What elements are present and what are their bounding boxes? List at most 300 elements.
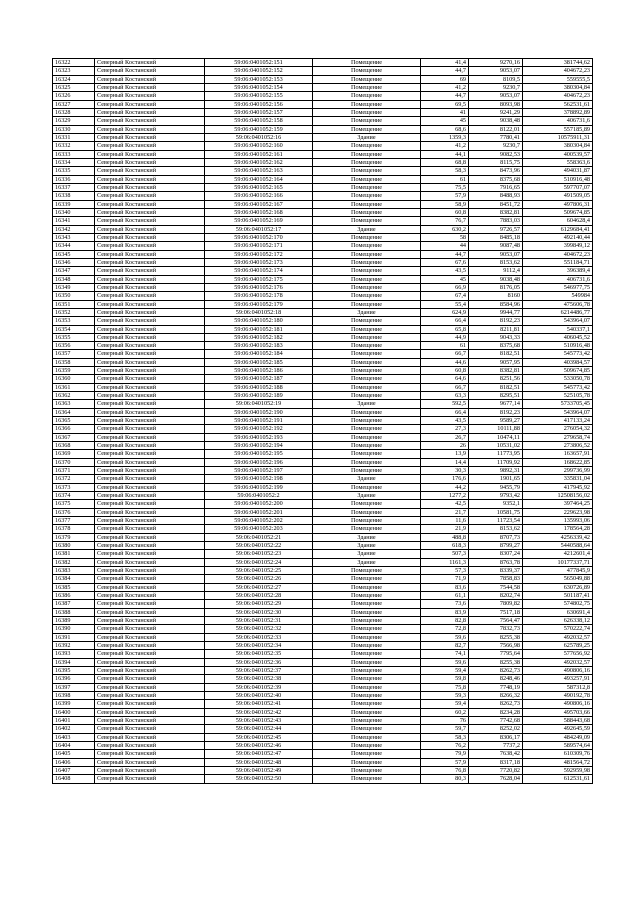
table-row [53, 500, 593, 508]
district-cell: Северный Костанский [95, 392, 205, 400]
cadastral-number-cell: 59:06:0401052:153 [205, 75, 313, 83]
cadastral-number-cell: 59:06:0401052:166 [205, 192, 313, 200]
table-row [53, 400, 593, 408]
area-cell: 45 [421, 117, 469, 125]
cadastral-value-cell: 565049,88 [523, 575, 593, 583]
area-cell: 76,7 [421, 217, 469, 225]
object-type-cell: Помещение [313, 733, 421, 741]
cadastral-value-cell: 10177337,71 [523, 558, 593, 566]
record-number-cell: 16371 [53, 467, 95, 475]
area-cell: 44,7 [421, 250, 469, 258]
object-type-cell: Помещение [313, 525, 421, 533]
district-cell: Северный Костанский [95, 375, 205, 383]
record-number-cell: 16363 [53, 400, 95, 408]
cadastral-value-cell: 397464,25 [523, 500, 593, 508]
table-row [53, 300, 593, 308]
cadastral-number-cell: 59:06:0401052:36 [205, 658, 313, 666]
unit-value-cell: 9677,14 [469, 400, 523, 408]
record-number-cell: 16355 [53, 333, 95, 341]
cadastral-number-cell: 59:06:0401052:184 [205, 350, 313, 358]
record-number-cell: 16406 [53, 758, 95, 766]
cadastral-value-cell: 404672,23 [523, 250, 593, 258]
table-row [53, 208, 593, 216]
table-row [53, 125, 593, 133]
table-row [53, 408, 593, 416]
record-number-cell: 16386 [53, 592, 95, 600]
table-row [53, 558, 593, 566]
object-type-cell: Здание [313, 558, 421, 566]
district-cell: Северный Костанский [95, 125, 205, 133]
table-row [53, 616, 593, 624]
cadastral-value-cell: 493257,91 [523, 675, 593, 683]
table-row [53, 733, 593, 741]
cadastral-value-cell: 335831,04 [523, 475, 593, 483]
cadastral-number-cell: 59:06:0401052:163 [205, 167, 313, 175]
district-cell: Северный Костанский [95, 550, 205, 558]
area-cell: 69,5 [421, 100, 469, 108]
object-type-cell: Здание [313, 542, 421, 550]
cadastral-value-cell: 525105,78 [523, 392, 593, 400]
cadastral-value-cell: 604628,4 [523, 217, 593, 225]
object-type-cell: Помещение [313, 350, 421, 358]
area-cell: 30,3 [421, 467, 469, 475]
area-cell: 61 [421, 175, 469, 183]
district-cell: Северный Костанский [95, 741, 205, 749]
area-cell: 1161,3 [421, 558, 469, 566]
record-number-cell: 16364 [53, 408, 95, 416]
district-cell: Северный Костанский [95, 300, 205, 308]
registry-table [52, 58, 593, 784]
area-cell: 507,3 [421, 550, 469, 558]
district-cell: Северный Костанский [95, 542, 205, 550]
cadastral-number-cell: 59:06:0401052:23 [205, 550, 313, 558]
area-cell: 58,9 [421, 200, 469, 208]
cadastral-number-cell: 59:06:0401052:174 [205, 267, 313, 275]
object-type-cell: Помещение [313, 650, 421, 658]
district-cell: Северный Костанский [95, 417, 205, 425]
unit-value-cell: 8255,38 [469, 633, 523, 641]
record-number-cell: 16397 [53, 683, 95, 691]
area-cell: 68,8 [421, 158, 469, 166]
area-cell: 58 [421, 233, 469, 241]
district-cell: Северный Костанский [95, 475, 205, 483]
unit-value-cell: 10531,02 [469, 442, 523, 450]
cadastral-value-cell: 509674,85 [523, 208, 593, 216]
record-number-cell: 16350 [53, 292, 95, 300]
record-number-cell: 16348 [53, 275, 95, 283]
area-cell: 61 [421, 342, 469, 350]
object-type-cell: Помещение [313, 250, 421, 258]
unit-value-cell: 9944,77 [469, 308, 523, 316]
record-number-cell: 16384 [53, 575, 95, 583]
area-cell: 76,8 [421, 766, 469, 774]
district-cell: Северный Костанский [95, 592, 205, 600]
district-cell: Северный Костанский [95, 750, 205, 758]
district-cell: Северный Костанский [95, 217, 205, 225]
table-row [53, 567, 593, 575]
table-row [53, 517, 593, 525]
district-cell: Северный Костанский [95, 142, 205, 150]
unit-value-cell: 11709,92 [469, 458, 523, 466]
object-type-cell: Помещение [313, 758, 421, 766]
record-number-cell: 16378 [53, 525, 95, 533]
cadastral-number-cell: 59:06:0401052:155 [205, 92, 313, 100]
unit-value-cell: 8262,73 [469, 666, 523, 674]
table-row [53, 750, 593, 758]
cadastral-number-cell: 59:06:0401052:31 [205, 616, 313, 624]
unit-value-cell: 10581,75 [469, 508, 523, 516]
table-row [53, 575, 593, 583]
unit-value-cell: 7883,03 [469, 217, 523, 225]
cadastral-number-cell: 59:06:0401052:37 [205, 666, 313, 674]
unit-value-cell: 8266,32 [469, 691, 523, 699]
record-number-cell: 16388 [53, 608, 95, 616]
cadastral-value-cell: 396389,4 [523, 267, 593, 275]
table-row [53, 508, 593, 516]
district-cell: Северный Костанский [95, 775, 205, 783]
area-cell: 624,9 [421, 308, 469, 316]
record-number-cell: 16340 [53, 208, 95, 216]
table-row [53, 83, 593, 91]
object-type-cell: Помещение [313, 200, 421, 208]
record-number-cell: 16407 [53, 766, 95, 774]
district-cell: Северный Костанский [95, 517, 205, 525]
cadastral-value-cell: 381744,62 [523, 59, 593, 67]
cadastral-value-cell: 592959,98 [523, 766, 593, 774]
cadastral-number-cell: 59:06:0401052:44 [205, 725, 313, 733]
district-cell: Северный Костанский [95, 342, 205, 350]
cadastral-value-cell: 492032,57 [523, 658, 593, 666]
unit-value-cell: 9892,31 [469, 467, 523, 475]
cadastral-value-cell: 276054,32 [523, 425, 593, 433]
area-cell: 59,7 [421, 725, 469, 733]
object-type-cell: Помещение [313, 92, 421, 100]
district-cell: Северный Костанский [95, 175, 205, 183]
table-row [53, 741, 593, 749]
cadastral-value-cell: 380304,84 [523, 83, 593, 91]
cadastral-number-cell: 59:06:0401052:170 [205, 233, 313, 241]
district-cell: Северный Костанский [95, 583, 205, 591]
cadastral-number-cell: 59:06:0401052:42 [205, 708, 313, 716]
cadastral-value-cell: 494031,87 [523, 167, 593, 175]
unit-value-cell: 9455,79 [469, 483, 523, 491]
cadastral-number-cell: 59:06:0401052:38 [205, 675, 313, 683]
cadastral-number-cell: 59:06:0401052:180 [205, 317, 313, 325]
object-type-cell: Помещение [313, 317, 421, 325]
cadastral-number-cell: 59:06:0401052:198 [205, 475, 313, 483]
record-number-cell: 16323 [53, 67, 95, 75]
unit-value-cell: 9793,42 [469, 492, 523, 500]
district-cell: Северный Костанский [95, 325, 205, 333]
district-cell: Северный Костанский [95, 450, 205, 458]
object-type-cell: Помещение [313, 675, 421, 683]
table-row [53, 183, 593, 191]
unit-value-cell: 8799,27 [469, 542, 523, 550]
district-cell: Северный Костанский [95, 400, 205, 408]
record-number-cell: 16370 [53, 458, 95, 466]
record-number-cell: 16392 [53, 641, 95, 649]
area-cell: 45 [421, 275, 469, 283]
district-cell: Северный Костанский [95, 242, 205, 250]
district-cell: Северный Костанский [95, 75, 205, 83]
cadastral-value-cell: 543964,07 [523, 408, 593, 416]
cadastral-number-cell: 59:06:0401052:50 [205, 775, 313, 783]
table-row [53, 766, 593, 774]
record-number-cell: 16373 [53, 483, 95, 491]
area-cell: 67,6 [421, 258, 469, 266]
object-type-cell: Помещение [313, 267, 421, 275]
cadastral-value-cell: 168622,85 [523, 458, 593, 466]
object-type-cell: Помещение [313, 217, 421, 225]
district-cell: Северный Костанский [95, 525, 205, 533]
area-cell: 83,6 [421, 583, 469, 591]
unit-value-cell: 7566,98 [469, 641, 523, 649]
cadastral-number-cell: 59:06:0401052:159 [205, 125, 313, 133]
object-type-cell: Здание [313, 400, 421, 408]
cadastral-number-cell: 59:06:0401052:164 [205, 175, 313, 183]
cadastral-number-cell: 59:06:0401052:185 [205, 358, 313, 366]
object-type-cell: Помещение [313, 325, 421, 333]
district-cell: Северный Костанский [95, 150, 205, 158]
cadastral-value-cell: 562531,61 [523, 100, 593, 108]
table-row [53, 217, 593, 225]
table-row [53, 542, 593, 550]
cadastral-number-cell: 59:06:0401052:16 [205, 133, 313, 141]
cadastral-number-cell: 59:06:0401052:162 [205, 158, 313, 166]
unit-value-cell: 8473,96 [469, 167, 523, 175]
object-type-cell: Помещение [313, 583, 421, 591]
unit-value-cell: 7564,47 [469, 616, 523, 624]
object-type-cell: Помещение [313, 450, 421, 458]
cadastral-value-cell: 545773,42 [523, 350, 593, 358]
district-cell: Северный Костанский [95, 666, 205, 674]
area-cell: 60,8 [421, 208, 469, 216]
table-row [53, 267, 593, 275]
object-type-cell: Помещение [313, 608, 421, 616]
cadastral-value-cell: 577656,92 [523, 650, 593, 658]
cadastral-number-cell: 59:06:0401052:158 [205, 117, 313, 125]
record-number-cell: 16335 [53, 167, 95, 175]
unit-value-cell: 9043,33 [469, 333, 523, 341]
unit-value-cell: 8255,38 [469, 658, 523, 666]
table-row [53, 250, 593, 258]
object-type-cell: Помещение [313, 442, 421, 450]
table-row [53, 758, 593, 766]
district-cell: Северный Костанский [95, 358, 205, 366]
cadastral-number-cell: 59:06:0401052:165 [205, 183, 313, 191]
cadastral-number-cell: 59:06:0401052:176 [205, 283, 313, 291]
record-number-cell: 16337 [53, 183, 95, 191]
district-cell: Северный Костанский [95, 650, 205, 658]
table-row [53, 716, 593, 724]
area-cell: 42,5 [421, 500, 469, 508]
table-row [53, 675, 593, 683]
object-type-cell: Помещение [313, 567, 421, 575]
table-row [53, 283, 593, 291]
unit-value-cell: 8763,78 [469, 558, 523, 566]
object-type-cell: Здание [313, 225, 421, 233]
table-row [53, 775, 593, 783]
table-row [53, 683, 593, 691]
record-number-cell: 16401 [53, 716, 95, 724]
table-row [53, 158, 593, 166]
object-type-cell: Помещение [313, 725, 421, 733]
object-type-cell: Помещение [313, 708, 421, 716]
table-row [53, 317, 593, 325]
area-cell: 630,2 [421, 225, 469, 233]
record-number-cell: 16357 [53, 350, 95, 358]
table-row [53, 467, 593, 475]
object-type-cell: Помещение [313, 117, 421, 125]
table-row [53, 308, 593, 316]
record-number-cell: 16358 [53, 358, 95, 366]
unit-value-cell: 7720,82 [469, 766, 523, 774]
unit-value-cell: 8251,56 [469, 375, 523, 383]
unit-value-cell: 10474,11 [469, 433, 523, 441]
record-number-cell: 16352 [53, 308, 95, 316]
object-type-cell: Помещение [313, 741, 421, 749]
district-cell: Северный Костанский [95, 200, 205, 208]
district-cell: Северный Костанский [95, 508, 205, 516]
record-number-cell: 16374 [53, 492, 95, 500]
district-cell: Северный Костанский [95, 608, 205, 616]
table-row [53, 650, 593, 658]
record-number-cell: 16331 [53, 133, 95, 141]
record-number-cell: 16398 [53, 691, 95, 699]
object-type-cell: Помещение [313, 142, 421, 150]
district-cell: Северный Костанский [95, 225, 205, 233]
district-cell: Северный Костанский [95, 283, 205, 291]
table-row [53, 350, 593, 358]
record-number-cell: 16408 [53, 775, 95, 783]
area-cell: 68,6 [421, 125, 469, 133]
unit-value-cell: 7780,41 [469, 133, 523, 141]
cadastral-value-cell: 484249,09 [523, 733, 593, 741]
table-row [53, 700, 593, 708]
object-type-cell: Помещение [313, 750, 421, 758]
area-cell: 71,9 [421, 575, 469, 583]
cadastral-number-cell: 59:06:0401052:17 [205, 225, 313, 233]
cadastral-value-cell: 625789,25 [523, 641, 593, 649]
area-cell: 44,9 [421, 333, 469, 341]
object-type-cell: Помещение [313, 625, 421, 633]
table-row [53, 658, 593, 666]
cadastral-number-cell: 59:06:0401052:183 [205, 342, 313, 350]
record-number-cell: 16394 [53, 658, 95, 666]
district-cell: Северный Костанский [95, 308, 205, 316]
cadastral-number-cell: 59:06:0401052:46 [205, 741, 313, 749]
table-row [53, 483, 593, 491]
unit-value-cell: 9087,48 [469, 242, 523, 250]
unit-value-cell: 8093,98 [469, 100, 523, 108]
table-row [53, 600, 593, 608]
object-type-cell: Здание [313, 133, 421, 141]
area-cell: 55,4 [421, 300, 469, 308]
record-number-cell: 16327 [53, 100, 95, 108]
district-cell: Северный Костанский [95, 492, 205, 500]
object-type-cell: Помещение [313, 425, 421, 433]
cadastral-value-cell: 574802,75 [523, 600, 593, 608]
table-row [53, 583, 593, 591]
area-cell: 63,3 [421, 392, 469, 400]
unit-value-cell: 7795,64 [469, 650, 523, 658]
record-number-cell: 16346 [53, 258, 95, 266]
area-cell: 58,3 [421, 733, 469, 741]
cadastral-value-cell: 12508156,02 [523, 492, 593, 500]
record-number-cell: 16347 [53, 267, 95, 275]
cadastral-value-cell: 475606,78 [523, 300, 593, 308]
object-type-cell: Помещение [313, 383, 421, 391]
object-type-cell: Помещение [313, 641, 421, 649]
cadastral-number-cell: 59:06:0401052:203 [205, 525, 313, 533]
district-cell: Северный Костанский [95, 258, 205, 266]
unit-value-cell: 7809,82 [469, 600, 523, 608]
record-number-cell: 16376 [53, 508, 95, 516]
object-type-cell: Помещение [313, 691, 421, 699]
unit-value-cell: 9726,57 [469, 225, 523, 233]
cadastral-value-cell: 510916,48 [523, 175, 593, 183]
cadastral-number-cell: 59:06:0401052:192 [205, 425, 313, 433]
object-type-cell: Помещение [313, 775, 421, 783]
object-type-cell: Помещение [313, 158, 421, 166]
unit-value-cell: 9082,53 [469, 150, 523, 158]
object-type-cell: Помещение [313, 367, 421, 375]
area-cell: 74,1 [421, 650, 469, 658]
cadastral-number-cell: 59:06:0401052:200 [205, 500, 313, 508]
table-row [53, 292, 593, 300]
unit-value-cell: 8234,28 [469, 708, 523, 716]
cadastral-value-cell: 403984,57 [523, 358, 593, 366]
table-row [53, 133, 593, 141]
unit-value-cell: 9270,16 [469, 59, 523, 67]
cadastral-value-cell: 5440588,64 [523, 542, 593, 550]
area-cell: 618,3 [421, 542, 469, 550]
area-cell: 59,4 [421, 700, 469, 708]
unit-value-cell: 8707,73 [469, 533, 523, 541]
area-cell: 59,3 [421, 691, 469, 699]
cadastral-number-cell: 59:06:0401052:168 [205, 208, 313, 216]
area-cell: 27,3 [421, 425, 469, 433]
district-cell: Северный Костанский [95, 708, 205, 716]
district-cell: Северный Костанский [95, 616, 205, 624]
record-number-cell: 16353 [53, 317, 95, 325]
record-number-cell: 16334 [53, 158, 95, 166]
table-row [53, 708, 593, 716]
area-cell: 72,8 [421, 625, 469, 633]
cadastral-number-cell: 59:06:0401052:35 [205, 650, 313, 658]
cadastral-value-cell: 492032,57 [523, 633, 593, 641]
area-cell: 41,2 [421, 83, 469, 91]
area-cell: 1359,3 [421, 133, 469, 141]
area-cell: 41,2 [421, 142, 469, 150]
object-type-cell: Помещение [313, 575, 421, 583]
table-row [53, 92, 593, 100]
record-number-cell: 16393 [53, 650, 95, 658]
cadastral-value-cell: 404672,23 [523, 92, 593, 100]
district-cell: Северный Костанский [95, 158, 205, 166]
area-cell: 592,5 [421, 400, 469, 408]
district-cell: Северный Костанский [95, 733, 205, 741]
district-cell: Северный Костанский [95, 250, 205, 258]
cadastral-number-cell: 59:06:0401052:48 [205, 758, 313, 766]
record-number-cell: 16324 [53, 75, 95, 83]
area-cell: 66,7 [421, 350, 469, 358]
object-type-cell: Здание [313, 308, 421, 316]
unit-value-cell: 7517,18 [469, 608, 523, 616]
area-cell: 61,1 [421, 592, 469, 600]
cadastral-number-cell: 59:06:0401052:189 [205, 392, 313, 400]
cadastral-value-cell: 492645,59 [523, 725, 593, 733]
